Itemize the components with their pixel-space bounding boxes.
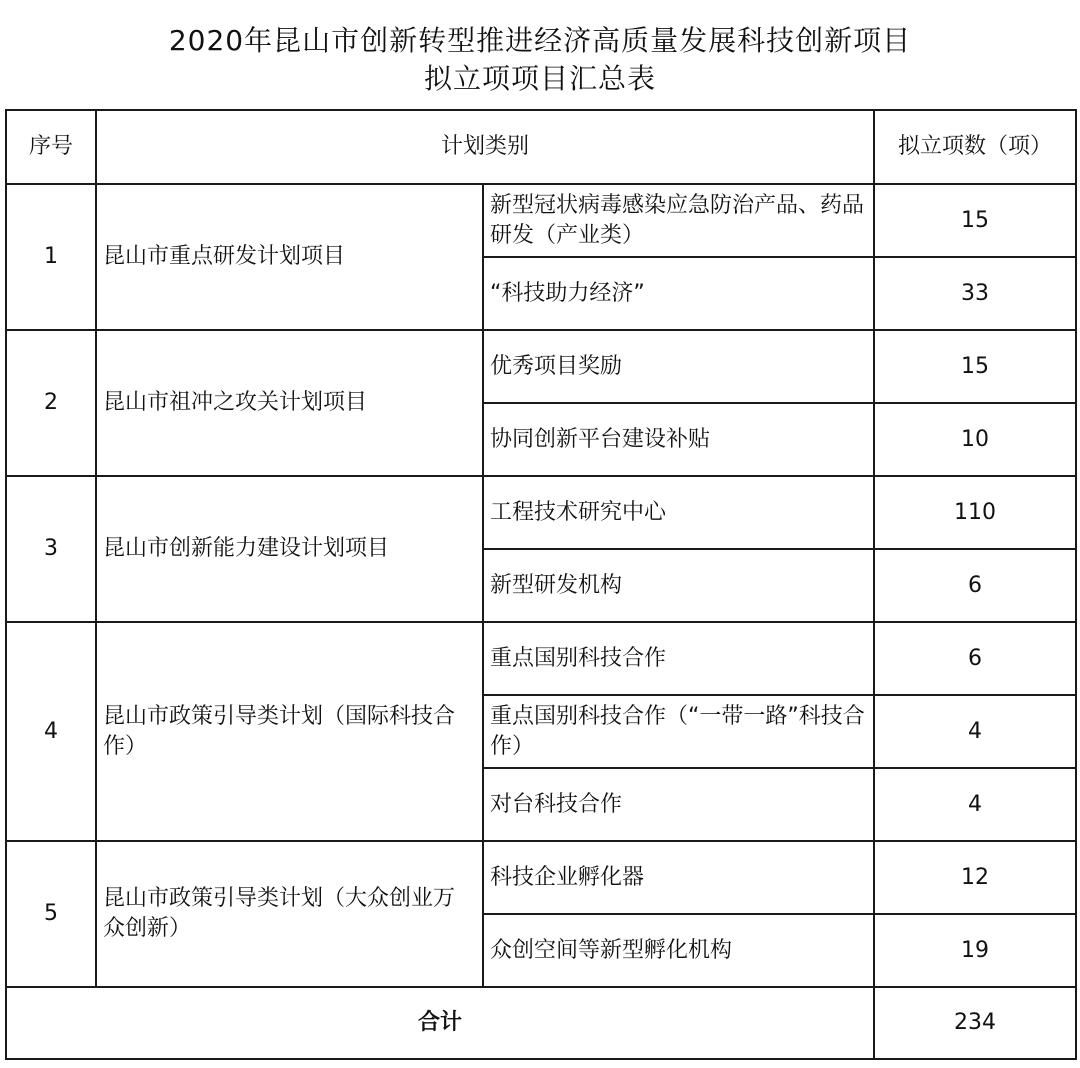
plan-name: 昆山市政策引导类计划（大众创业万众创新） — [96, 841, 483, 987]
item-name: 优秀项目奖励 — [483, 330, 874, 403]
title-line-1: 2020年昆山市创新转型推进经济高质量发展科技创新项目 — [168, 24, 912, 57]
table-row — [6, 184, 1076, 257]
item-count: 19 — [874, 914, 1076, 987]
item-name: 对台科技合作 — [483, 768, 874, 841]
plan-name: 昆山市祖冲之攻关计划项目 — [96, 330, 483, 476]
header-count: 拟立项数（项） — [874, 110, 1076, 184]
item-count: 15 — [874, 184, 1076, 257]
item-name: 众创空间等新型孵化机构 — [483, 914, 874, 987]
item-name: 新型冠状病毒感染应急防治产品、药品研发（产业类） — [483, 184, 874, 257]
item-count: 4 — [874, 768, 1076, 841]
table-row — [6, 476, 1076, 549]
item-count: 4 — [874, 695, 1076, 768]
document-title — [0, 22, 1080, 98]
total-label: 合计 — [6, 987, 874, 1059]
title-line-2: 拟立项项目汇总表 — [423, 62, 656, 95]
group-index: 1 — [6, 184, 96, 330]
item-name: 重点国别科技合作（“一带一路”科技合作） — [483, 695, 874, 768]
table-row — [6, 330, 1076, 403]
header-row — [6, 110, 1076, 184]
total-row — [6, 987, 1076, 1059]
item-name: 工程技术研究中心 — [483, 476, 874, 549]
plan-name: 昆山市创新能力建设计划项目 — [96, 476, 483, 622]
header-index: 序号 — [6, 110, 96, 184]
table-row — [6, 841, 1076, 914]
item-count: 33 — [874, 257, 1076, 330]
total-count: 234 — [874, 987, 1076, 1059]
group-index: 4 — [6, 622, 96, 841]
item-count: 15 — [874, 330, 1076, 403]
item-name: “科技助力经济” — [483, 257, 874, 330]
item-name: 协同创新平台建设补贴 — [483, 403, 874, 476]
plan-name: 昆山市重点研发计划项目 — [96, 184, 483, 330]
plan-name: 昆山市政策引导类计划（国际科技合作） — [96, 622, 483, 841]
summary-table — [5, 109, 1077, 1060]
header-category: 计划类别 — [96, 110, 874, 184]
group-index: 5 — [6, 841, 96, 987]
table-row — [6, 622, 1076, 695]
item-count: 10 — [874, 403, 1076, 476]
item-name: 科技企业孵化器 — [483, 841, 874, 914]
item-count: 12 — [874, 841, 1076, 914]
group-index: 2 — [6, 330, 96, 476]
item-name: 重点国别科技合作 — [483, 622, 874, 695]
item-count: 6 — [874, 549, 1076, 622]
item-count: 110 — [874, 476, 1076, 549]
item-name: 新型研发机构 — [483, 549, 874, 622]
group-index: 3 — [6, 476, 96, 622]
item-count: 6 — [874, 622, 1076, 695]
